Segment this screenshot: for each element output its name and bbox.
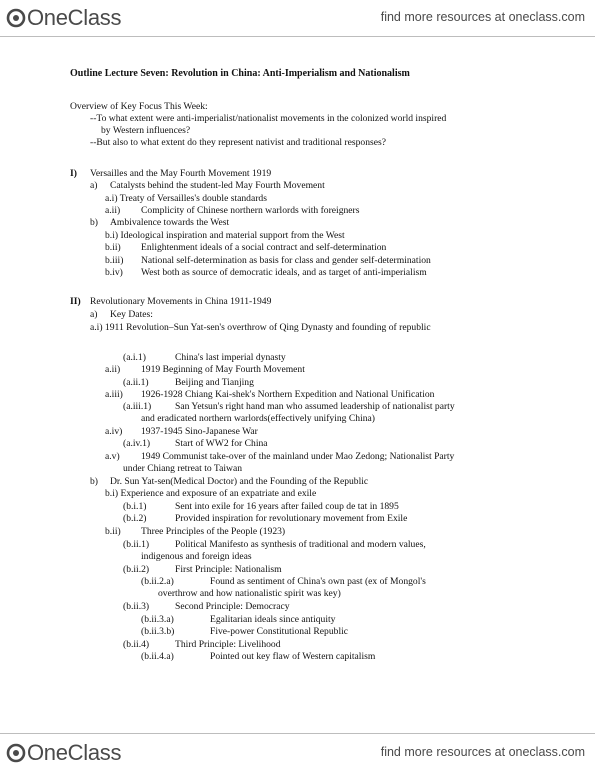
outline-item: Beijing and Tianjing	[175, 377, 254, 388]
item-number: (b.ii.3.b)	[141, 626, 175, 637]
oneclass-footer-logo[interactable]	[6, 740, 121, 766]
outline-item: b.i) Ideological inspiration and material support from the West	[105, 230, 345, 241]
item-number: a.v)	[105, 451, 120, 462]
outline-item: Three Principles of the People (1923)	[141, 526, 286, 537]
outline-item: Provided inspiration for revolutionary movement from Exile	[175, 513, 408, 524]
outline-item: Found as sentiment of China's own past (ex of Mongol's	[210, 576, 426, 587]
section-2-number: II)	[70, 296, 81, 307]
outline-item: Sent into exile for 16 years after failed coup de tat in 1895	[175, 501, 399, 512]
outline-item: 1919 Beginning of May Fourth Movement	[141, 364, 305, 375]
item-number: (b.ii.4.a)	[141, 651, 174, 662]
oneclass-logo[interactable]	[6, 5, 121, 31]
item-number: (b.i.2)	[123, 513, 147, 524]
item-number: (b.ii.3.a)	[141, 614, 174, 625]
item-number: b)	[90, 217, 98, 228]
header-bar	[0, 0, 595, 36]
outline-item: Key Dates:	[110, 309, 153, 320]
outline-item: Complicity of Chinese northern warlords with foreigners	[141, 205, 360, 216]
outline-item: Five-power Constitutional Republic	[210, 626, 349, 637]
logo-text: OneClass	[27, 740, 122, 765]
item-number: b)	[90, 476, 98, 487]
outline-item: Third Principle: Livelihood	[175, 639, 281, 650]
focus-question-1: --To what extent were anti-imperialist/nationalist movements in the colonized world inspired	[90, 113, 447, 124]
outline-item: Enlightenment ideals of a social contract and self-determination	[141, 242, 387, 253]
outline-item: Second Principle: Democracy	[175, 601, 290, 612]
item-number: b.ii)	[105, 242, 121, 253]
item-number: a.ii)	[105, 364, 121, 375]
outline-item: 1937-1945 Sino-Japanese War	[141, 426, 258, 437]
outline-item: Start of WW2 for China	[175, 438, 268, 449]
outline-item: Dr. Sun Yat-sen(Medical Doctor) and the Founding of the Republic	[110, 476, 369, 487]
outline-item: 1926-1928 Chiang Kai-shek's Northern Expedition and National Unification	[141, 389, 435, 400]
outline-item: Ambivalence towards the West	[110, 217, 230, 228]
outline-item-cont: under Chiang retreat to Taiwan	[123, 463, 243, 474]
item-number: (b.ii.2)	[123, 564, 150, 575]
outline-item: a.i) 1911 Revolution–Sun Yat-sen's overthrow of Qing Dynasty and founding of republic	[90, 322, 431, 333]
footer-bar	[0, 734, 595, 770]
find-resources-link[interactable]: find more resources at oneclass.com	[380, 10, 585, 24]
outline-item: China's last imperial dynasty	[175, 352, 286, 363]
header-divider	[0, 36, 595, 37]
outline-item: Egalitarian ideals since antiquity	[210, 614, 336, 625]
item-number: (a.iv.1)	[123, 438, 151, 449]
oneclass-logo-icon	[6, 743, 26, 763]
item-number: a.iii)	[105, 389, 123, 400]
item-number: a.ii)	[105, 205, 121, 216]
item-number: a)	[90, 180, 98, 191]
outline-item-cont: overthrow and how nationalistic spirit was key)	[158, 588, 341, 599]
item-number: b.iv)	[105, 267, 123, 278]
item-number: a)	[90, 309, 98, 320]
find-resources-link[interactable]: find more resources at oneclass.com	[380, 745, 585, 759]
section-1-heading: Versailles and the May Fourth Movement 1919	[90, 168, 272, 179]
item-number: (a.i.1)	[123, 352, 146, 363]
outline-item: Pointed out key flaw of Western capitalism	[210, 651, 376, 662]
item-number: (b.ii.1)	[123, 539, 150, 550]
oneclass-logo-icon	[6, 8, 26, 28]
outline-item: San Yetsun's right hand man who assumed leadership of nationalist party	[175, 401, 455, 412]
logo-text: OneClass	[27, 5, 122, 30]
section-2-heading: Revolutionary Movements in China 1911-1949	[90, 296, 272, 307]
item-number: (b.i.1)	[123, 501, 147, 512]
outline-item: Catalysts behind the student-led May Fourth Movement	[110, 180, 325, 191]
focus-question-1-cont: by Western influences?	[101, 125, 191, 136]
item-number: (b.ii.2.a)	[141, 576, 174, 587]
item-number: (a.ii.1)	[123, 377, 149, 388]
outline-item-cont: indigenous and foreign ideas	[141, 551, 252, 562]
item-number: a.iv)	[105, 426, 123, 437]
item-number: (b.ii.4)	[123, 639, 150, 650]
item-number: (b.ii.3)	[123, 601, 150, 612]
outline-item: First Principle: Nationalism	[175, 564, 282, 575]
section-1-number: I)	[70, 168, 77, 179]
item-number: b.ii)	[105, 526, 121, 537]
document-title: Outline Lecture Seven: Revolution in China: Anti-Imperialism and Nationalism	[70, 68, 410, 79]
item-number: (a.iii.1)	[123, 401, 152, 412]
outline-item: a.i) Treaty of Versailles's double standards	[105, 193, 267, 204]
outline-item: National self-determination as basis for class and gender self-determination	[141, 255, 431, 266]
item-number: b.iii)	[105, 255, 124, 266]
outline-item-cont: and eradicated northern warlords(effectively unifying China)	[141, 413, 375, 424]
overview-heading: Overview of Key Focus This Week:	[70, 101, 208, 112]
outline-item: 1949 Communist take-over of the mainland under Mao Zedong; Nationalist Party	[141, 451, 455, 462]
outline-item: Political Manifesto as synthesis of traditional and modern values,	[175, 539, 426, 550]
outline-item: b.i) Experience and exposure of an expatriate and exile	[105, 488, 317, 499]
focus-question-2: --But also to what extent do they represent nativist and traditional responses?	[90, 137, 386, 148]
outline-item: West both as source of democratic ideals, and as target of anti-imperialism	[141, 267, 427, 278]
